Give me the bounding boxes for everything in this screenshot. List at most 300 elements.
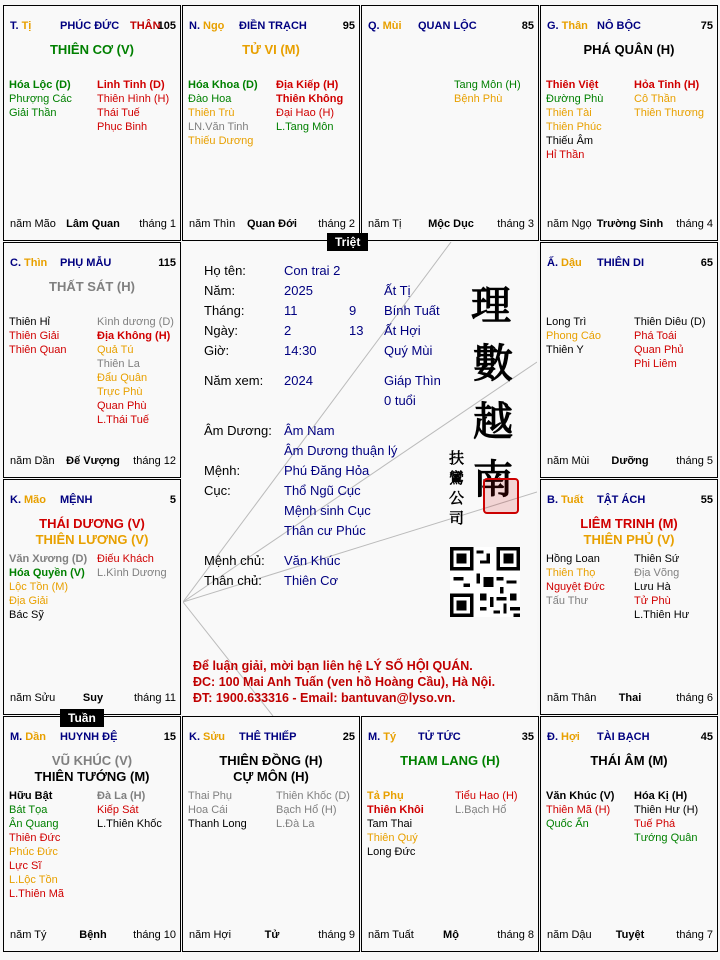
palace-year: năm Tị [368, 218, 402, 230]
palace-age-number: 45 [700, 731, 713, 743]
value-ngay: 2 [284, 323, 292, 338]
minor-star: Giải Thần [9, 107, 57, 119]
minor-star: Đường Phù [546, 93, 604, 105]
palace-position-prefix: M. [10, 731, 23, 743]
palace-position [189, 731, 225, 743]
palace-stage: Bệnh [79, 929, 107, 941]
minor-star: L.Lộc Tồn [9, 874, 58, 886]
minor-star: Bạch Hổ (H) [276, 804, 337, 816]
label-ngay: Ngày: [204, 323, 238, 338]
minor-star: Tam Thai [367, 818, 413, 830]
minor-stars-left [9, 552, 87, 622]
minor-star: Lộc Tồn (M) [9, 581, 69, 593]
palace-cell-than[interactable] [540, 5, 718, 241]
palace-month: tháng 2 [318, 218, 355, 230]
minor-star: Thiên Hỉ [9, 316, 50, 328]
palace-stage: Dưỡng [611, 455, 649, 467]
minor-star: Thanh Long [188, 818, 247, 830]
palace-position-prefix: G. [547, 20, 559, 32]
calligraphy-char-4: 南 [473, 456, 513, 503]
palace-cell-dan[interactable] [3, 716, 181, 952]
palace-footer [10, 929, 176, 943]
minor-star: L.Thiên Mã [9, 888, 65, 900]
palace-position-branch: Dần [25, 731, 47, 743]
minor-star: L.Kình Dương [97, 567, 167, 579]
minor-star: Thiên Đức [9, 832, 61, 844]
palace-position-prefix: K. [189, 731, 200, 743]
palace-age-number: 105 [157, 20, 176, 32]
palace-age-number: 75 [700, 20, 713, 32]
minor-star: Tử Phù [634, 595, 671, 607]
palace-name: TẬT ÁCH [597, 494, 646, 506]
minor-stars-right [634, 552, 689, 622]
minor-star: Lực Sĩ [9, 860, 42, 872]
minor-star: LN.Văn Tinh [188, 121, 249, 133]
palace-position [10, 731, 46, 743]
value-menh-chu: Văn Khúc [284, 553, 341, 568]
minor-star: Tả Phụ [367, 790, 404, 802]
main-star: THIÊN PHỦ (V) [583, 532, 675, 547]
palace-cell-thin[interactable] [3, 242, 181, 478]
palace-age-number: 25 [342, 731, 355, 743]
minor-star: Phúc Đức [9, 846, 58, 858]
palace-name: TÀI BẠCH [597, 731, 650, 743]
value-menh: Phú Đăng Hỏa [284, 463, 370, 478]
palace-footer [547, 692, 713, 706]
palace-position [10, 494, 46, 506]
minor-star: Hoa Cái [188, 804, 228, 816]
minor-star: Đại Hao (H) [276, 107, 335, 119]
minor-stars-right [454, 78, 521, 106]
palace-name: PHÚC ĐỨC [60, 20, 120, 32]
minor-star: Lưu Hà [634, 581, 671, 593]
palace-stage: Trường Sinh [596, 218, 664, 230]
minor-stars-right [634, 315, 706, 371]
minor-stars-right [97, 78, 169, 134]
minor-star: Thiên Giải [9, 330, 60, 342]
minor-stars-right [97, 315, 174, 427]
value-cuc-3: Thân cư Phúc [284, 523, 366, 538]
label-am-duong: Âm Dương: [204, 423, 272, 438]
minor-star: Thiên Khốc (D) [276, 790, 350, 802]
minor-star: Thiên Việt [546, 79, 599, 91]
minor-stars-left [9, 315, 66, 357]
calligraphy-char-1: 理 [471, 282, 511, 329]
minor-stars-left [546, 78, 603, 162]
minor-star: Hóa Lộc (D) [9, 79, 71, 91]
minor-star: Thiên La [97, 358, 140, 370]
main-star: THIÊN ĐỒNG (H) [219, 753, 323, 768]
minor-stars-right [276, 789, 350, 831]
palace-position-branch: Sửu [203, 731, 226, 743]
main-star: THẤT SÁT (H) [49, 279, 135, 294]
palace-position [368, 731, 396, 743]
minor-star: Long Trì [546, 316, 587, 328]
palace-cell-suu[interactable] [182, 716, 360, 952]
palace-stage: Mộc Dục [428, 218, 474, 230]
palace-age-number: 115 [158, 257, 176, 269]
palace-header [547, 731, 713, 747]
value-nam-xem: 2024 [284, 373, 313, 388]
palace-position [368, 20, 402, 32]
palace-name: MỆNH [60, 494, 93, 506]
palace-year: năm Mùi [547, 455, 590, 467]
palace-header [547, 494, 713, 510]
palace-month: tháng 12 [133, 455, 176, 467]
palace-footer [10, 692, 176, 706]
value-thang-can: Bính Tuất [384, 303, 440, 318]
minor-star: Trực Phù [97, 386, 143, 398]
palace-age-number: 35 [521, 731, 534, 743]
contact-line-3: ĐT: 1900.633316 - Email: bantuvan@lyso.vn. [193, 691, 456, 705]
minor-star: Tang Môn (H) [454, 79, 521, 91]
qr-code-icon [450, 547, 520, 617]
palace-month: tháng 11 [133, 692, 176, 704]
minor-star: Quan Phù [97, 400, 147, 412]
minor-star: Thiên Hình (H) [97, 93, 170, 105]
calligraphy-char-2: 數 [473, 340, 513, 387]
value-gio-can: Quý Mùi [384, 343, 433, 358]
palace-footer [10, 455, 176, 469]
palace-position-branch: Tị [21, 20, 32, 32]
minor-star: L.Tang Môn [276, 121, 334, 133]
palace-month: tháng 8 [497, 929, 534, 941]
minor-star: Thiếu Âm [546, 135, 594, 147]
palace-stage: Suy [82, 692, 104, 704]
minor-stars-left [546, 552, 605, 608]
calligraphy-char-3: 越 [473, 398, 513, 445]
palace-position [10, 20, 31, 32]
palace-position [547, 731, 580, 743]
palace-year: năm Dậu [547, 929, 592, 941]
label-gio: Giờ: [204, 343, 230, 358]
minor-star: Tuế Phá [634, 818, 676, 830]
contact-line-1: Để luận giải, mời bạn liên hệ LÝ SỐ HỘI QUÁN. [193, 659, 473, 673]
palace-position-prefix: C. [10, 257, 21, 269]
main-star: THÁI DƯƠNG (V) [39, 516, 145, 531]
palace-position-branch: Mão [24, 494, 46, 506]
palace-stage: Quan Đới [247, 218, 297, 230]
palace-footer [547, 218, 713, 232]
palace-year: năm Hợi [189, 929, 232, 941]
palace-position-branch: Thìn [24, 257, 48, 269]
minor-stars-left [9, 78, 72, 120]
palace-footer [547, 929, 713, 943]
main-star: CỰ MÔN (H) [233, 769, 309, 784]
palace-position-prefix: T. [10, 20, 19, 32]
palace-position-branch: Tý [383, 731, 397, 743]
value-thang-al: 9 [349, 303, 357, 318]
value-nam: 2025 [284, 283, 313, 298]
palace-age-number: 95 [342, 20, 355, 32]
palace-month: tháng 5 [676, 455, 713, 467]
main-star: THIÊN LƯƠNG (V) [35, 532, 149, 547]
palace-year: năm Tý [10, 929, 47, 941]
palace-name: QUAN LỘC [418, 20, 477, 32]
palace-position [547, 20, 588, 32]
calligraphy-side-text: 扶鸞公司 [449, 449, 465, 527]
palace-position-branch: Dậu [561, 257, 582, 269]
minor-star: Văn Khúc (V) [546, 790, 615, 802]
minor-stars-right [276, 78, 343, 134]
main-star: THÁI ÂM (M) [590, 753, 668, 768]
triet-tag: Triệt [327, 233, 368, 251]
palace-stage: Mộ [443, 929, 459, 941]
minor-star: Bác Sỹ [9, 609, 44, 621]
palace-cell-ty[interactable] [3, 5, 181, 241]
minor-star: Phá Toái [634, 330, 677, 342]
palace-year: năm Tuất [368, 929, 414, 941]
palace-name: HUYNH ĐỆ [60, 731, 118, 743]
minor-star: Điếu Khách [97, 553, 154, 565]
main-star: PHÁ QUÂN (H) [583, 42, 675, 57]
minor-star: Thiên Diêu (D) [634, 316, 706, 328]
minor-stars-right [97, 552, 167, 580]
minor-star: Thiên Sứ [634, 553, 680, 565]
palace-age-number: 55 [700, 494, 713, 506]
minor-star: Hỏa Tinh (H) [634, 79, 700, 91]
minor-star: Thái Tuế [97, 107, 140, 119]
palace-year: năm Thân [547, 692, 597, 704]
palace-position-prefix: Đ. [547, 731, 558, 743]
minor-stars-left [188, 789, 247, 831]
main-star: VŨ KHÚC (V) [51, 753, 133, 768]
palace-cell-tuat[interactable] [540, 479, 718, 715]
minor-star: Phượng Các [9, 93, 72, 105]
palace-cell-ty2[interactable] [361, 716, 539, 952]
palace-year: năm Sửu [10, 692, 56, 704]
palace-position-prefix: K. [10, 494, 21, 506]
minor-star: Phong Cáo [546, 330, 602, 342]
minor-star: Thiên Trù [188, 107, 235, 119]
palace-footer [547, 455, 713, 469]
value-cuc: Thổ Ngũ Cục [284, 483, 361, 498]
minor-star: Địa Giải [9, 595, 49, 607]
palace-cell-dau[interactable] [540, 242, 718, 478]
minor-star: Văn Xương (D) [9, 553, 88, 565]
minor-star: Đào Hoa [188, 93, 232, 105]
minor-star: Thiên Phúc [546, 121, 602, 133]
palace-month: tháng 4 [676, 218, 713, 230]
palace-footer [368, 218, 534, 232]
minor-star: Hóa Quyền (V) [9, 567, 85, 579]
minor-star: Linh Tinh (D) [97, 79, 165, 91]
minor-star: Phục Binh [97, 121, 148, 133]
value-nam-xem-can: Giáp Thìn [384, 373, 441, 388]
palace-footer [10, 218, 176, 232]
value-ngay-al: 13 [349, 323, 364, 338]
palace-position-branch: Mùi [382, 20, 402, 32]
minor-star: Địa Không (H) [97, 330, 171, 342]
contact-block [193, 658, 495, 706]
palace-footer [368, 929, 534, 943]
value-nam-can: Ất Tị [384, 283, 411, 298]
palace-position [189, 20, 224, 32]
palace-age-number: 65 [700, 257, 713, 269]
palace-position [10, 257, 47, 269]
minor-star: Thiên Y [546, 344, 584, 356]
minor-star: Phi Liêm [634, 358, 677, 370]
palace-position-prefix: Q. [368, 20, 380, 32]
palace-age-number: 85 [521, 20, 534, 32]
value-than-chu: Thiên Cơ [284, 573, 339, 588]
main-star: THIÊN TƯỚNG (M) [34, 769, 150, 784]
palace-year: năm Thìn [189, 218, 236, 230]
minor-star: Thai Phụ [188, 790, 233, 802]
label-thang: Tháng: [204, 303, 245, 318]
minor-stars-right [455, 789, 518, 817]
palace-year: năm Ngọ [547, 218, 592, 230]
palace-cell-mui[interactable] [361, 5, 539, 241]
tuan-tag: Tuần [60, 709, 104, 727]
minor-star: Thiên Tài [546, 107, 592, 119]
palace-position [547, 257, 582, 269]
palace-cell-mao[interactable] [3, 479, 181, 715]
minor-stars-left [188, 78, 258, 148]
palace-position-branch: Thân [561, 20, 588, 32]
minor-star: Thiên Khôi [367, 804, 424, 816]
palace-body-marker: THÂN [130, 20, 161, 32]
minor-star: Kình dương (D) [97, 316, 174, 328]
minor-star: Hồng Loan [546, 553, 600, 565]
minor-star: Hóa Khoa (D) [188, 79, 258, 91]
label-nam: Năm: [204, 283, 236, 298]
palace-cell-ngo[interactable] [182, 5, 360, 241]
palace-name: TỬ TỨC [418, 731, 461, 743]
palace-age-number: 5 [169, 494, 176, 506]
minor-stars-left [546, 789, 614, 831]
palace-month: tháng 10 [133, 929, 176, 941]
palace-age-number: 15 [163, 731, 176, 743]
minor-star: L.Thiên Khốc [97, 818, 162, 830]
minor-star: Đà La (H) [97, 790, 146, 802]
value-tuoi: 0 tuổi [384, 393, 416, 408]
main-star: LIÊM TRINH (M) [580, 516, 678, 531]
palace-stage: Tuyệt [615, 929, 645, 941]
palace-header [189, 731, 355, 747]
palace-month: tháng 1 [139, 218, 176, 230]
minor-star: Long Đức [367, 846, 416, 858]
minor-star: L.Thiên Hư [634, 609, 690, 621]
minor-star: Thiên Hư (H) [634, 804, 699, 816]
palace-header [547, 20, 713, 36]
minor-star: Địa Võng [634, 567, 680, 579]
palace-year: năm Dần [10, 455, 55, 467]
palace-position-branch: Tuất [561, 494, 584, 506]
red-seal-stamp [483, 478, 519, 514]
palace-year: năm Mão [10, 218, 56, 230]
palace-footer [189, 218, 355, 232]
minor-star: L.Đà La [276, 818, 315, 830]
minor-star: L.Bạch Hổ [455, 804, 507, 816]
palace-header [10, 731, 176, 747]
minor-star: Thiên Quan [9, 344, 67, 356]
minor-stars-left [367, 789, 424, 859]
minor-star: Hóa Kị (H) [634, 790, 688, 802]
palace-position-prefix: N. [189, 20, 200, 32]
main-star: THIÊN CƠ (V) [49, 42, 135, 57]
label-ho-ten: Họ tên: [204, 263, 246, 278]
main-star: THAM LANG (H) [400, 753, 500, 768]
value-thang: 11 [284, 303, 298, 318]
palace-stage: Lâm Quan [66, 218, 120, 230]
value-am-duong-2: Âm Dương thuận lý [284, 443, 398, 458]
value-ngay-can: Ất Hợi [384, 323, 421, 338]
minor-stars-left [9, 789, 64, 901]
minor-star: Địa Kiếp (H) [276, 79, 339, 91]
palace-header [10, 20, 176, 36]
palace-position-prefix: M. [368, 731, 381, 743]
minor-stars-right [634, 789, 698, 845]
palace-name: PHỤ MẪU [60, 257, 112, 269]
palace-name: THÊ THIẾP [239, 731, 297, 743]
label-menh: Mệnh: [204, 463, 241, 478]
minor-star: Nguyệt Đức [546, 581, 605, 593]
minor-star: Thiên Quý [367, 832, 418, 844]
minor-star: Thiếu Dương [188, 135, 254, 147]
center-info-panel [183, 242, 537, 716]
palace-position-branch: Ngọ [203, 20, 225, 32]
minor-star: Thiên Không [276, 93, 344, 105]
palace-position-prefix: B. [547, 494, 558, 506]
minor-star: Ân Quang [9, 818, 59, 830]
label-nam-xem: Năm xem: [204, 373, 264, 388]
palace-name: THIÊN DI [597, 257, 645, 269]
minor-stars-right [97, 789, 162, 831]
minor-star: Thiên Thọ [546, 567, 596, 579]
palace-stage: Tử [264, 929, 280, 941]
palace-month: tháng 6 [676, 692, 713, 704]
minor-stars-left [546, 315, 601, 357]
palace-position-prefix: Ấ. [547, 257, 558, 269]
minor-star: Thiên Mã (H) [546, 804, 611, 816]
label-than-chu: Thân chủ: [204, 573, 262, 588]
palace-header [10, 257, 176, 273]
minor-star: Đẩu Quân [97, 372, 148, 384]
minor-star: Cô Thần [634, 93, 676, 105]
main-star: TỬ VI (M) [242, 42, 300, 57]
palace-header [368, 20, 534, 36]
palace-header [10, 494, 176, 510]
minor-star: Kiếp Sát [97, 804, 139, 816]
minor-stars-right [634, 78, 704, 120]
label-menh-chu: Mệnh chủ: [204, 553, 265, 568]
contact-line-2: ĐC: 100 Mai Anh Tuấn (ven hồ Hoàng Cầu), Hà Nội. [193, 675, 496, 689]
minor-star: Bệnh Phù [454, 93, 503, 105]
palace-stage: Đế Vượng [66, 455, 120, 467]
palace-cell-hoi[interactable] [540, 716, 718, 952]
minor-star: Hỉ Thần [546, 149, 585, 161]
palace-header [547, 257, 713, 273]
palace-month: tháng 7 [676, 929, 713, 941]
minor-star: Quan Phủ [634, 344, 684, 356]
palace-position-branch: Hợi [561, 731, 580, 743]
palace-header [189, 20, 355, 36]
minor-star: Tướng Quân [634, 832, 698, 844]
value-gio: 14:30 [284, 343, 317, 358]
minor-star: L.Thái Tuế [97, 414, 149, 426]
palace-month: tháng 3 [497, 218, 534, 230]
label-cuc: Cục: [204, 483, 231, 498]
minor-star: Hữu Bật [9, 790, 53, 802]
palace-name: NÔ BỘC [597, 20, 641, 32]
value-cuc-2: Mệnh sinh Cục [284, 503, 371, 518]
minor-star: Bát Tọa [9, 804, 48, 816]
palace-stage: Thai [618, 692, 642, 704]
value-am-duong: Âm Nam [284, 423, 335, 438]
palace-name: ĐIỀN TRẠCH [239, 20, 307, 32]
minor-star: Tiểu Hao (H) [455, 790, 518, 802]
